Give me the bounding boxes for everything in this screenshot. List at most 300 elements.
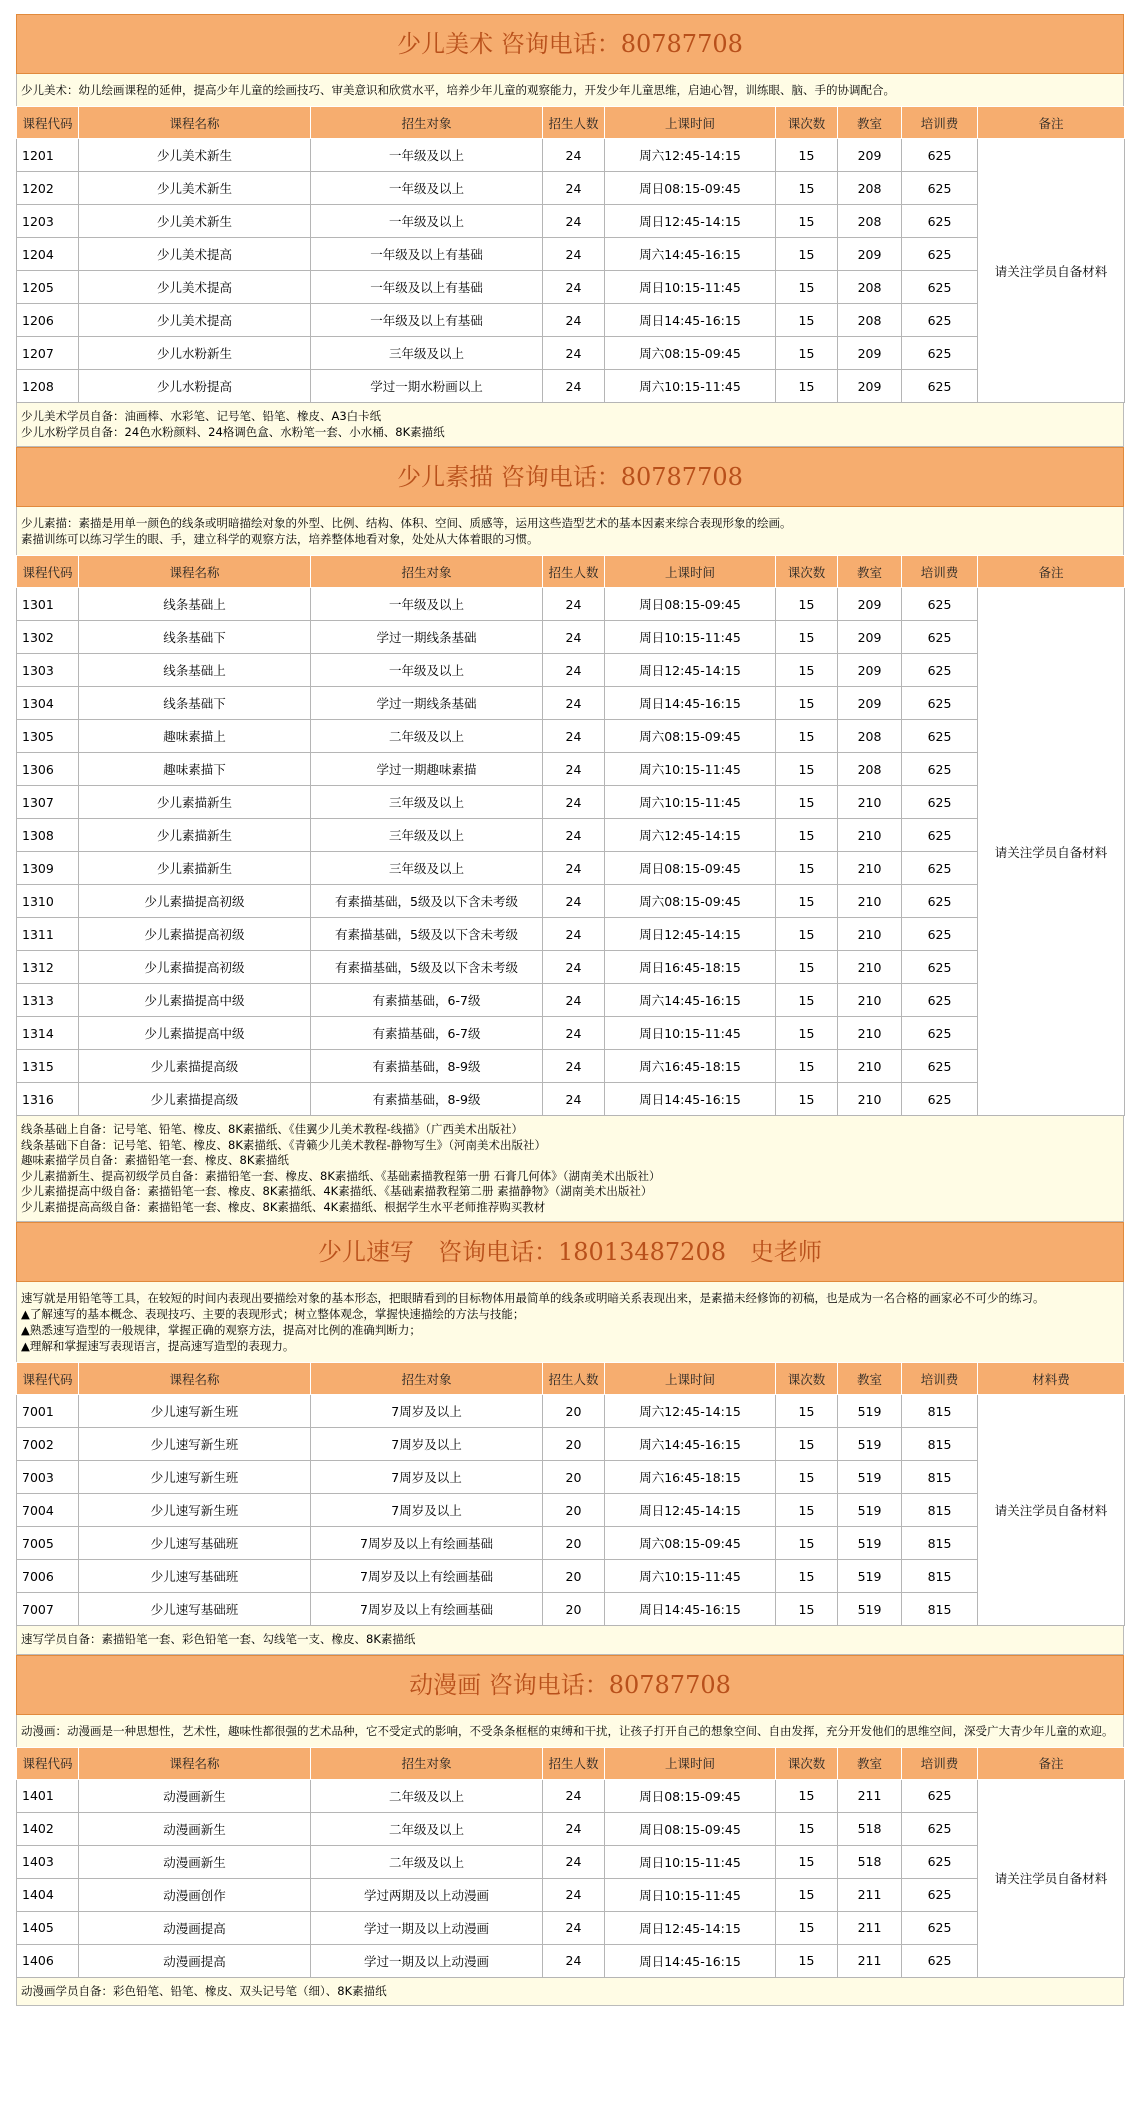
column-header-time: 上课时间: [605, 107, 776, 139]
table-header-row: [17, 1747, 1125, 1779]
table-row: [17, 304, 1125, 337]
cell-room: 210: [838, 951, 902, 984]
cell-code: 1401: [17, 1779, 79, 1812]
cell-name: 少儿速写新生班: [79, 1395, 311, 1428]
cell-fee: 625: [902, 1812, 978, 1845]
cell-capacity: 24: [543, 654, 605, 687]
cell-room: 210: [838, 918, 902, 951]
cell-code: 1403: [17, 1845, 79, 1878]
column-header-remark: 备注: [978, 1747, 1125, 1779]
cell-fee: 625: [902, 588, 978, 621]
cell-target: 有素描基础，8-9级: [311, 1050, 543, 1083]
cell-code: 7002: [17, 1428, 79, 1461]
cell-capacity: 24: [543, 1050, 605, 1083]
cell-sessions: 15: [776, 370, 838, 403]
table-row: [17, 205, 1125, 238]
cell-fee: 815: [902, 1461, 978, 1494]
cell-name: 少儿美术提高: [79, 304, 311, 337]
cell-fee: 815: [902, 1428, 978, 1461]
cell-fee: 625: [902, 918, 978, 951]
cell-code: 1302: [17, 621, 79, 654]
cell-code: 1310: [17, 885, 79, 918]
column-header-code: 课程代码: [17, 107, 79, 139]
table-row: [17, 819, 1125, 852]
cell-capacity: 24: [543, 852, 605, 885]
column-header-remark: 备注: [978, 107, 1125, 139]
cell-fee: 625: [902, 786, 978, 819]
column-header-target: 招生对象: [311, 1747, 543, 1779]
cell-capacity: 24: [543, 1845, 605, 1878]
column-header-capacity: 招生人数: [543, 107, 605, 139]
cell-target: 学过一期及以上动漫画: [311, 1944, 543, 1977]
cell-code: 1303: [17, 654, 79, 687]
cell-room: 210: [838, 786, 902, 819]
table-row: [17, 1911, 1125, 1944]
column-header-sessions: 课次数: [776, 1363, 838, 1395]
cell-capacity: 20: [543, 1494, 605, 1527]
cell-time: 周六16:45-18:15: [605, 1461, 776, 1494]
cell-target: 7周岁及以上有绘画基础: [311, 1527, 543, 1560]
cell-name: 少儿速写基础班: [79, 1560, 311, 1593]
table-header-row: [17, 556, 1125, 588]
cell-capacity: 20: [543, 1461, 605, 1494]
cell-room: 519: [838, 1527, 902, 1560]
cell-target: 一年级及以上: [311, 172, 543, 205]
table-row: [17, 720, 1125, 753]
cell-name: 趣味素描上: [79, 720, 311, 753]
cell-time: 周六14:45-16:15: [605, 1428, 776, 1461]
table-row: [17, 1845, 1125, 1878]
cell-fee: 625: [902, 205, 978, 238]
table-row: [17, 621, 1125, 654]
cell-code: 1313: [17, 984, 79, 1017]
cell-sessions: 15: [776, 720, 838, 753]
cell-room: 519: [838, 1395, 902, 1428]
table-row: [17, 1944, 1125, 1977]
cell-name: 少儿素描提高中级: [79, 984, 311, 1017]
cell-fee: 815: [902, 1494, 978, 1527]
cell-sessions: 15: [776, 1050, 838, 1083]
column-header-fee: 培训费: [902, 107, 978, 139]
cell-name: 少儿速写新生班: [79, 1494, 311, 1527]
cell-name: 少儿素描提高初级: [79, 918, 311, 951]
cell-target: 学过一期线条基础: [311, 687, 543, 720]
cell-fee: 625: [902, 370, 978, 403]
cell-room: 210: [838, 1017, 902, 1050]
cell-sessions: 15: [776, 1593, 838, 1626]
cell-time: 周日08:15-09:45: [605, 852, 776, 885]
cell-target: 一年级及以上有基础: [311, 271, 543, 304]
cell-fee: 625: [902, 951, 978, 984]
cell-fee: 625: [902, 1878, 978, 1911]
cell-time: 周日10:15-11:45: [605, 621, 776, 654]
column-header-code: 课程代码: [17, 1363, 79, 1395]
cell-fee: 625: [902, 238, 978, 271]
cell-sessions: 15: [776, 654, 838, 687]
cell-sessions: 15: [776, 1083, 838, 1116]
cell-target: 学过一期水粉画以上: [311, 370, 543, 403]
section-description: 少儿美术：幼儿绘画课程的延伸，提高少年儿童的绘画技巧、审美意识和欣赏水平，培养少年儿童的观察能力，开发少年儿童思维，启迪心智，训练眼、脑、手的协调配合。: [16, 74, 1124, 106]
cell-room: 209: [838, 588, 902, 621]
cell-capacity: 24: [543, 1812, 605, 1845]
cell-target: 二年级及以上: [311, 1845, 543, 1878]
cell-time: 周日12:45-14:15: [605, 1494, 776, 1527]
cell-capacity: 24: [543, 139, 605, 172]
course-table: [16, 106, 1125, 403]
cell-sessions: 15: [776, 337, 838, 370]
column-header-fee: 培训费: [902, 1363, 978, 1395]
column-header-target: 招生对象: [311, 556, 543, 588]
remark-cell: 请关注学员自备材料: [978, 1395, 1125, 1626]
cell-code: 7001: [17, 1395, 79, 1428]
table-row: [17, 139, 1125, 172]
cell-target: 有素描基础，5级及以下含未考级: [311, 885, 543, 918]
cell-capacity: 20: [543, 1428, 605, 1461]
cell-time: 周日14:45-16:15: [605, 687, 776, 720]
column-header-sessions: 课次数: [776, 1747, 838, 1779]
cell-code: 1404: [17, 1878, 79, 1911]
cell-target: 7周岁及以上: [311, 1428, 543, 1461]
cell-time: 周日08:15-09:45: [605, 1812, 776, 1845]
cell-name: 少儿素描新生: [79, 852, 311, 885]
cell-name: 线条基础上: [79, 588, 311, 621]
cell-capacity: 24: [543, 819, 605, 852]
column-header-sessions: 课次数: [776, 556, 838, 588]
cell-room: 519: [838, 1593, 902, 1626]
table-row: [17, 271, 1125, 304]
cell-time: 周六08:15-09:45: [605, 337, 776, 370]
cell-code: 1207: [17, 337, 79, 370]
cell-capacity: 24: [543, 172, 605, 205]
cell-name: 少儿素描提高初级: [79, 885, 311, 918]
cell-capacity: 20: [543, 1395, 605, 1428]
cell-sessions: 15: [776, 238, 838, 271]
cell-sessions: 15: [776, 304, 838, 337]
cell-name: 少儿素描提高中级: [79, 1017, 311, 1050]
cell-code: 1201: [17, 139, 79, 172]
cell-target: 二年级及以上: [311, 1779, 543, 1812]
cell-time: 周六16:45-18:15: [605, 1050, 776, 1083]
cell-sessions: 15: [776, 1944, 838, 1977]
cell-capacity: 24: [543, 271, 605, 304]
table-row: [17, 172, 1125, 205]
cell-sessions: 15: [776, 1560, 838, 1593]
cell-name: 少儿美术提高: [79, 271, 311, 304]
cell-fee: 625: [902, 753, 978, 786]
cell-name: 少儿速写基础班: [79, 1527, 311, 1560]
column-header-capacity: 招生人数: [543, 556, 605, 588]
cell-code: 1204: [17, 238, 79, 271]
cell-room: 208: [838, 720, 902, 753]
table-row: [17, 1494, 1125, 1527]
cell-fee: 625: [902, 687, 978, 720]
cell-room: 210: [838, 1050, 902, 1083]
cell-capacity: 24: [543, 1911, 605, 1944]
cell-code: 1308: [17, 819, 79, 852]
cell-room: 211: [838, 1779, 902, 1812]
cell-name: 少儿美术提高: [79, 238, 311, 271]
cell-target: 7周岁及以上有绘画基础: [311, 1560, 543, 1593]
cell-sessions: 15: [776, 1911, 838, 1944]
cell-capacity: 24: [543, 786, 605, 819]
cell-sessions: 15: [776, 951, 838, 984]
cell-room: 210: [838, 852, 902, 885]
cell-code: 1311: [17, 918, 79, 951]
cell-fee: 625: [902, 304, 978, 337]
cell-room: 210: [838, 984, 902, 1017]
cell-time: 周日10:15-11:45: [605, 1017, 776, 1050]
table-row: [17, 654, 1125, 687]
cell-fee: 625: [902, 1779, 978, 1812]
section-description: 少儿素描：素描是用单一颜色的线条或明暗描绘对象的外型、比例、结构、体积、空间、质感等，运用这些造型艺术的基本因素来综合表现形象的绘画。 素描训练可以练习学生的眼、手，建立科学的观察方法，培养整体地看对象，处处从大体着眼的习惯。: [16, 507, 1124, 555]
cell-capacity: 24: [543, 687, 605, 720]
cell-room: 518: [838, 1812, 902, 1845]
cell-code: 1306: [17, 753, 79, 786]
cell-name: 动漫画新生: [79, 1779, 311, 1812]
cell-sessions: 15: [776, 1017, 838, 1050]
cell-code: 1405: [17, 1911, 79, 1944]
cell-room: 211: [838, 1878, 902, 1911]
column-header-fee: 培训费: [902, 556, 978, 588]
table-row: [17, 852, 1125, 885]
table-row: [17, 1878, 1125, 1911]
cell-fee: 625: [902, 852, 978, 885]
cell-code: 1206: [17, 304, 79, 337]
cell-room: 208: [838, 205, 902, 238]
cell-code: 1304: [17, 687, 79, 720]
table-header-row: [17, 1363, 1125, 1395]
cell-name: 少儿素描提高级: [79, 1083, 311, 1116]
cell-target: 有素描基础，6-7级: [311, 984, 543, 1017]
cell-room: 209: [838, 687, 902, 720]
table-row: [17, 687, 1125, 720]
cell-capacity: 24: [543, 720, 605, 753]
cell-target: 7周岁及以上有绘画基础: [311, 1593, 543, 1626]
cell-fee: 625: [902, 885, 978, 918]
cell-room: 210: [838, 885, 902, 918]
cell-capacity: 24: [543, 984, 605, 1017]
cell-code: 1205: [17, 271, 79, 304]
cell-room: 519: [838, 1494, 902, 1527]
cell-room: 209: [838, 654, 902, 687]
column-header-name: 课程名称: [79, 556, 311, 588]
cell-fee: 625: [902, 1944, 978, 1977]
column-header-room: 教室: [838, 1363, 902, 1395]
cell-capacity: 24: [543, 588, 605, 621]
cell-room: 208: [838, 753, 902, 786]
column-header-name: 课程名称: [79, 107, 311, 139]
cell-name: 少儿素描提高初级: [79, 951, 311, 984]
cell-capacity: 24: [543, 238, 605, 271]
materials-note: 动漫画学员自备：彩色铅笔、铅笔、橡皮、双头记号笔（细）、8K素描纸: [16, 1978, 1124, 2007]
cell-room: 208: [838, 271, 902, 304]
column-header-capacity: 招生人数: [543, 1747, 605, 1779]
cell-capacity: 24: [543, 951, 605, 984]
cell-fee: 815: [902, 1527, 978, 1560]
table-row: [17, 1560, 1125, 1593]
cell-capacity: 24: [543, 370, 605, 403]
cell-target: 学过一期线条基础: [311, 621, 543, 654]
course-table: [16, 1362, 1125, 1626]
table-row: [17, 1395, 1125, 1428]
cell-name: 动漫画提高: [79, 1944, 311, 1977]
cell-sessions: 15: [776, 885, 838, 918]
cell-room: 209: [838, 370, 902, 403]
course-section: [16, 1655, 1124, 2007]
cell-room: 519: [838, 1428, 902, 1461]
cell-target: 一年级及以上有基础: [311, 304, 543, 337]
cell-target: 二年级及以上: [311, 720, 543, 753]
cell-target: 有素描基础，6-7级: [311, 1017, 543, 1050]
table-row: [17, 370, 1125, 403]
column-header-time: 上课时间: [605, 1363, 776, 1395]
cell-target: 学过两期及以上动漫画: [311, 1878, 543, 1911]
cell-time: 周六10:15-11:45: [605, 753, 776, 786]
cell-name: 少儿素描新生: [79, 786, 311, 819]
cell-name: 少儿素描提高级: [79, 1050, 311, 1083]
table-row: [17, 588, 1125, 621]
column-header-target: 招生对象: [311, 107, 543, 139]
cell-sessions: 15: [776, 139, 838, 172]
cell-code: 1316: [17, 1083, 79, 1116]
section-title: 少儿速写 咨询电话：18013487208 史老师: [16, 1222, 1124, 1282]
column-header-remark: 材料费: [978, 1363, 1125, 1395]
section-description: 动漫画：动漫画是一种思想性，艺术性，趣味性都很强的艺术品种，它不受定式的影响，不受条条框框的束缚和干扰，让孩子打开自己的想象空间、自由发挥，充分开发他们的思维空间，深受广大青少年儿童的欢迎。: [16, 1715, 1124, 1747]
column-header-capacity: 招生人数: [543, 1363, 605, 1395]
cell-room: 209: [838, 238, 902, 271]
course-section: [16, 14, 1124, 447]
cell-sessions: 15: [776, 984, 838, 1017]
cell-time: 周日10:15-11:45: [605, 1878, 776, 1911]
cell-target: 有素描基础，5级及以下含未考级: [311, 918, 543, 951]
cell-time: 周六12:45-14:15: [605, 139, 776, 172]
materials-note: 速写学员自备：素描铅笔一套、彩色铅笔一套、勾线笔一支、橡皮、8K素描纸: [16, 1626, 1124, 1655]
cell-room: 518: [838, 1845, 902, 1878]
cell-code: 1309: [17, 852, 79, 885]
cell-capacity: 20: [543, 1593, 605, 1626]
cell-time: 周日10:15-11:45: [605, 271, 776, 304]
cell-name: 趣味素描下: [79, 753, 311, 786]
cell-sessions: 15: [776, 172, 838, 205]
cell-time: 周六08:15-09:45: [605, 720, 776, 753]
cell-fee: 625: [902, 1017, 978, 1050]
section-description: 速写就是用铅笔等工具，在较短的时间内表现出要描绘对象的基本形态，把眼睛看到的目标物体用最简单的线条或明暗关系表现出来，是素描未经修饰的初稿，也是成为一名合格的画家必不可少的练习。 ▲了解速写的基本概念、表现技巧、主要的表现形式；树立整体观念，掌握快速描绘的方法与技能； ▲熟悉速写造型的一般规律，掌握正确的观察方法，提高对比例的准确判断力； ▲理解和掌握速写表现语言，提高速写造型的表现力。: [16, 1282, 1124, 1362]
cell-code: 1312: [17, 951, 79, 984]
cell-name: 少儿美术新生: [79, 172, 311, 205]
cell-capacity: 24: [543, 753, 605, 786]
cell-name: 线条基础下: [79, 687, 311, 720]
cell-code: 1314: [17, 1017, 79, 1050]
table-header-row: [17, 107, 1125, 139]
cell-capacity: 24: [543, 621, 605, 654]
column-header-room: 教室: [838, 556, 902, 588]
course-schedule-page: [16, 14, 1124, 2006]
cell-name: 少儿素描新生: [79, 819, 311, 852]
course-section: [16, 1222, 1124, 1655]
cell-room: 209: [838, 139, 902, 172]
cell-fee: 815: [902, 1395, 978, 1428]
cell-target: 7周岁及以上: [311, 1494, 543, 1527]
cell-target: 一年级及以上: [311, 139, 543, 172]
table-row: [17, 337, 1125, 370]
column-header-fee: 培训费: [902, 1747, 978, 1779]
cell-name: 动漫画新生: [79, 1812, 311, 1845]
cell-sessions: 15: [776, 852, 838, 885]
cell-name: 少儿速写新生班: [79, 1461, 311, 1494]
cell-code: 1402: [17, 1812, 79, 1845]
cell-sessions: 15: [776, 205, 838, 238]
column-header-code: 课程代码: [17, 1747, 79, 1779]
cell-fee: 625: [902, 654, 978, 687]
cell-time: 周日08:15-09:45: [605, 1779, 776, 1812]
cell-time: 周日14:45-16:15: [605, 1944, 776, 1977]
section-title: 少儿素描 咨询电话：80787708: [16, 447, 1124, 507]
cell-fee: 625: [902, 819, 978, 852]
cell-capacity: 24: [543, 1944, 605, 1977]
cell-code: 1315: [17, 1050, 79, 1083]
table-row: [17, 918, 1125, 951]
cell-fee: 625: [902, 271, 978, 304]
table-row: [17, 786, 1125, 819]
section-title: 少儿美术 咨询电话：80787708: [16, 14, 1124, 74]
materials-note: 少儿美术学员自备：油画棒、水彩笔、记号笔、铅笔、橡皮、A3白卡纸 少儿水粉学员自备：24色水粉颜料、24格调色盒、水粉笔一套、小水桶、8K素描纸: [16, 403, 1124, 447]
cell-code: 1305: [17, 720, 79, 753]
cell-code: 7005: [17, 1527, 79, 1560]
course-table: [16, 1747, 1125, 1978]
cell-capacity: 24: [543, 205, 605, 238]
cell-name: 少儿速写新生班: [79, 1428, 311, 1461]
cell-capacity: 24: [543, 1017, 605, 1050]
cell-target: 有素描基础，8-9级: [311, 1083, 543, 1116]
cell-sessions: 15: [776, 1527, 838, 1560]
column-header-room: 教室: [838, 107, 902, 139]
cell-sessions: 15: [776, 753, 838, 786]
cell-fee: 625: [902, 1911, 978, 1944]
cell-name: 动漫画创作: [79, 1878, 311, 1911]
cell-code: 1301: [17, 588, 79, 621]
cell-time: 周日14:45-16:15: [605, 304, 776, 337]
cell-capacity: 24: [543, 1878, 605, 1911]
cell-name: 少儿美术新生: [79, 139, 311, 172]
cell-target: 三年级及以上: [311, 819, 543, 852]
cell-room: 211: [838, 1911, 902, 1944]
cell-sessions: 15: [776, 621, 838, 654]
cell-time: 周六10:15-11:45: [605, 370, 776, 403]
cell-name: 少儿水粉提高: [79, 370, 311, 403]
cell-code: 1203: [17, 205, 79, 238]
column-header-code: 课程代码: [17, 556, 79, 588]
remark-cell: 请关注学员自备材料: [978, 1779, 1125, 1977]
cell-room: 209: [838, 337, 902, 370]
column-header-target: 招生对象: [311, 1363, 543, 1395]
cell-name: 少儿美术新生: [79, 205, 311, 238]
cell-sessions: 15: [776, 1812, 838, 1845]
cell-time: 周六12:45-14:15: [605, 819, 776, 852]
cell-capacity: 24: [543, 337, 605, 370]
table-row: [17, 1017, 1125, 1050]
cell-time: 周六12:45-14:15: [605, 1395, 776, 1428]
cell-code: 1202: [17, 172, 79, 205]
cell-time: 周六08:15-09:45: [605, 1527, 776, 1560]
cell-sessions: 15: [776, 1461, 838, 1494]
cell-time: 周六08:15-09:45: [605, 885, 776, 918]
cell-time: 周日10:15-11:45: [605, 1845, 776, 1878]
column-header-sessions: 课次数: [776, 107, 838, 139]
cell-fee: 625: [902, 1845, 978, 1878]
cell-fee: 625: [902, 1050, 978, 1083]
cell-name: 动漫画新生: [79, 1845, 311, 1878]
table-row: [17, 1083, 1125, 1116]
